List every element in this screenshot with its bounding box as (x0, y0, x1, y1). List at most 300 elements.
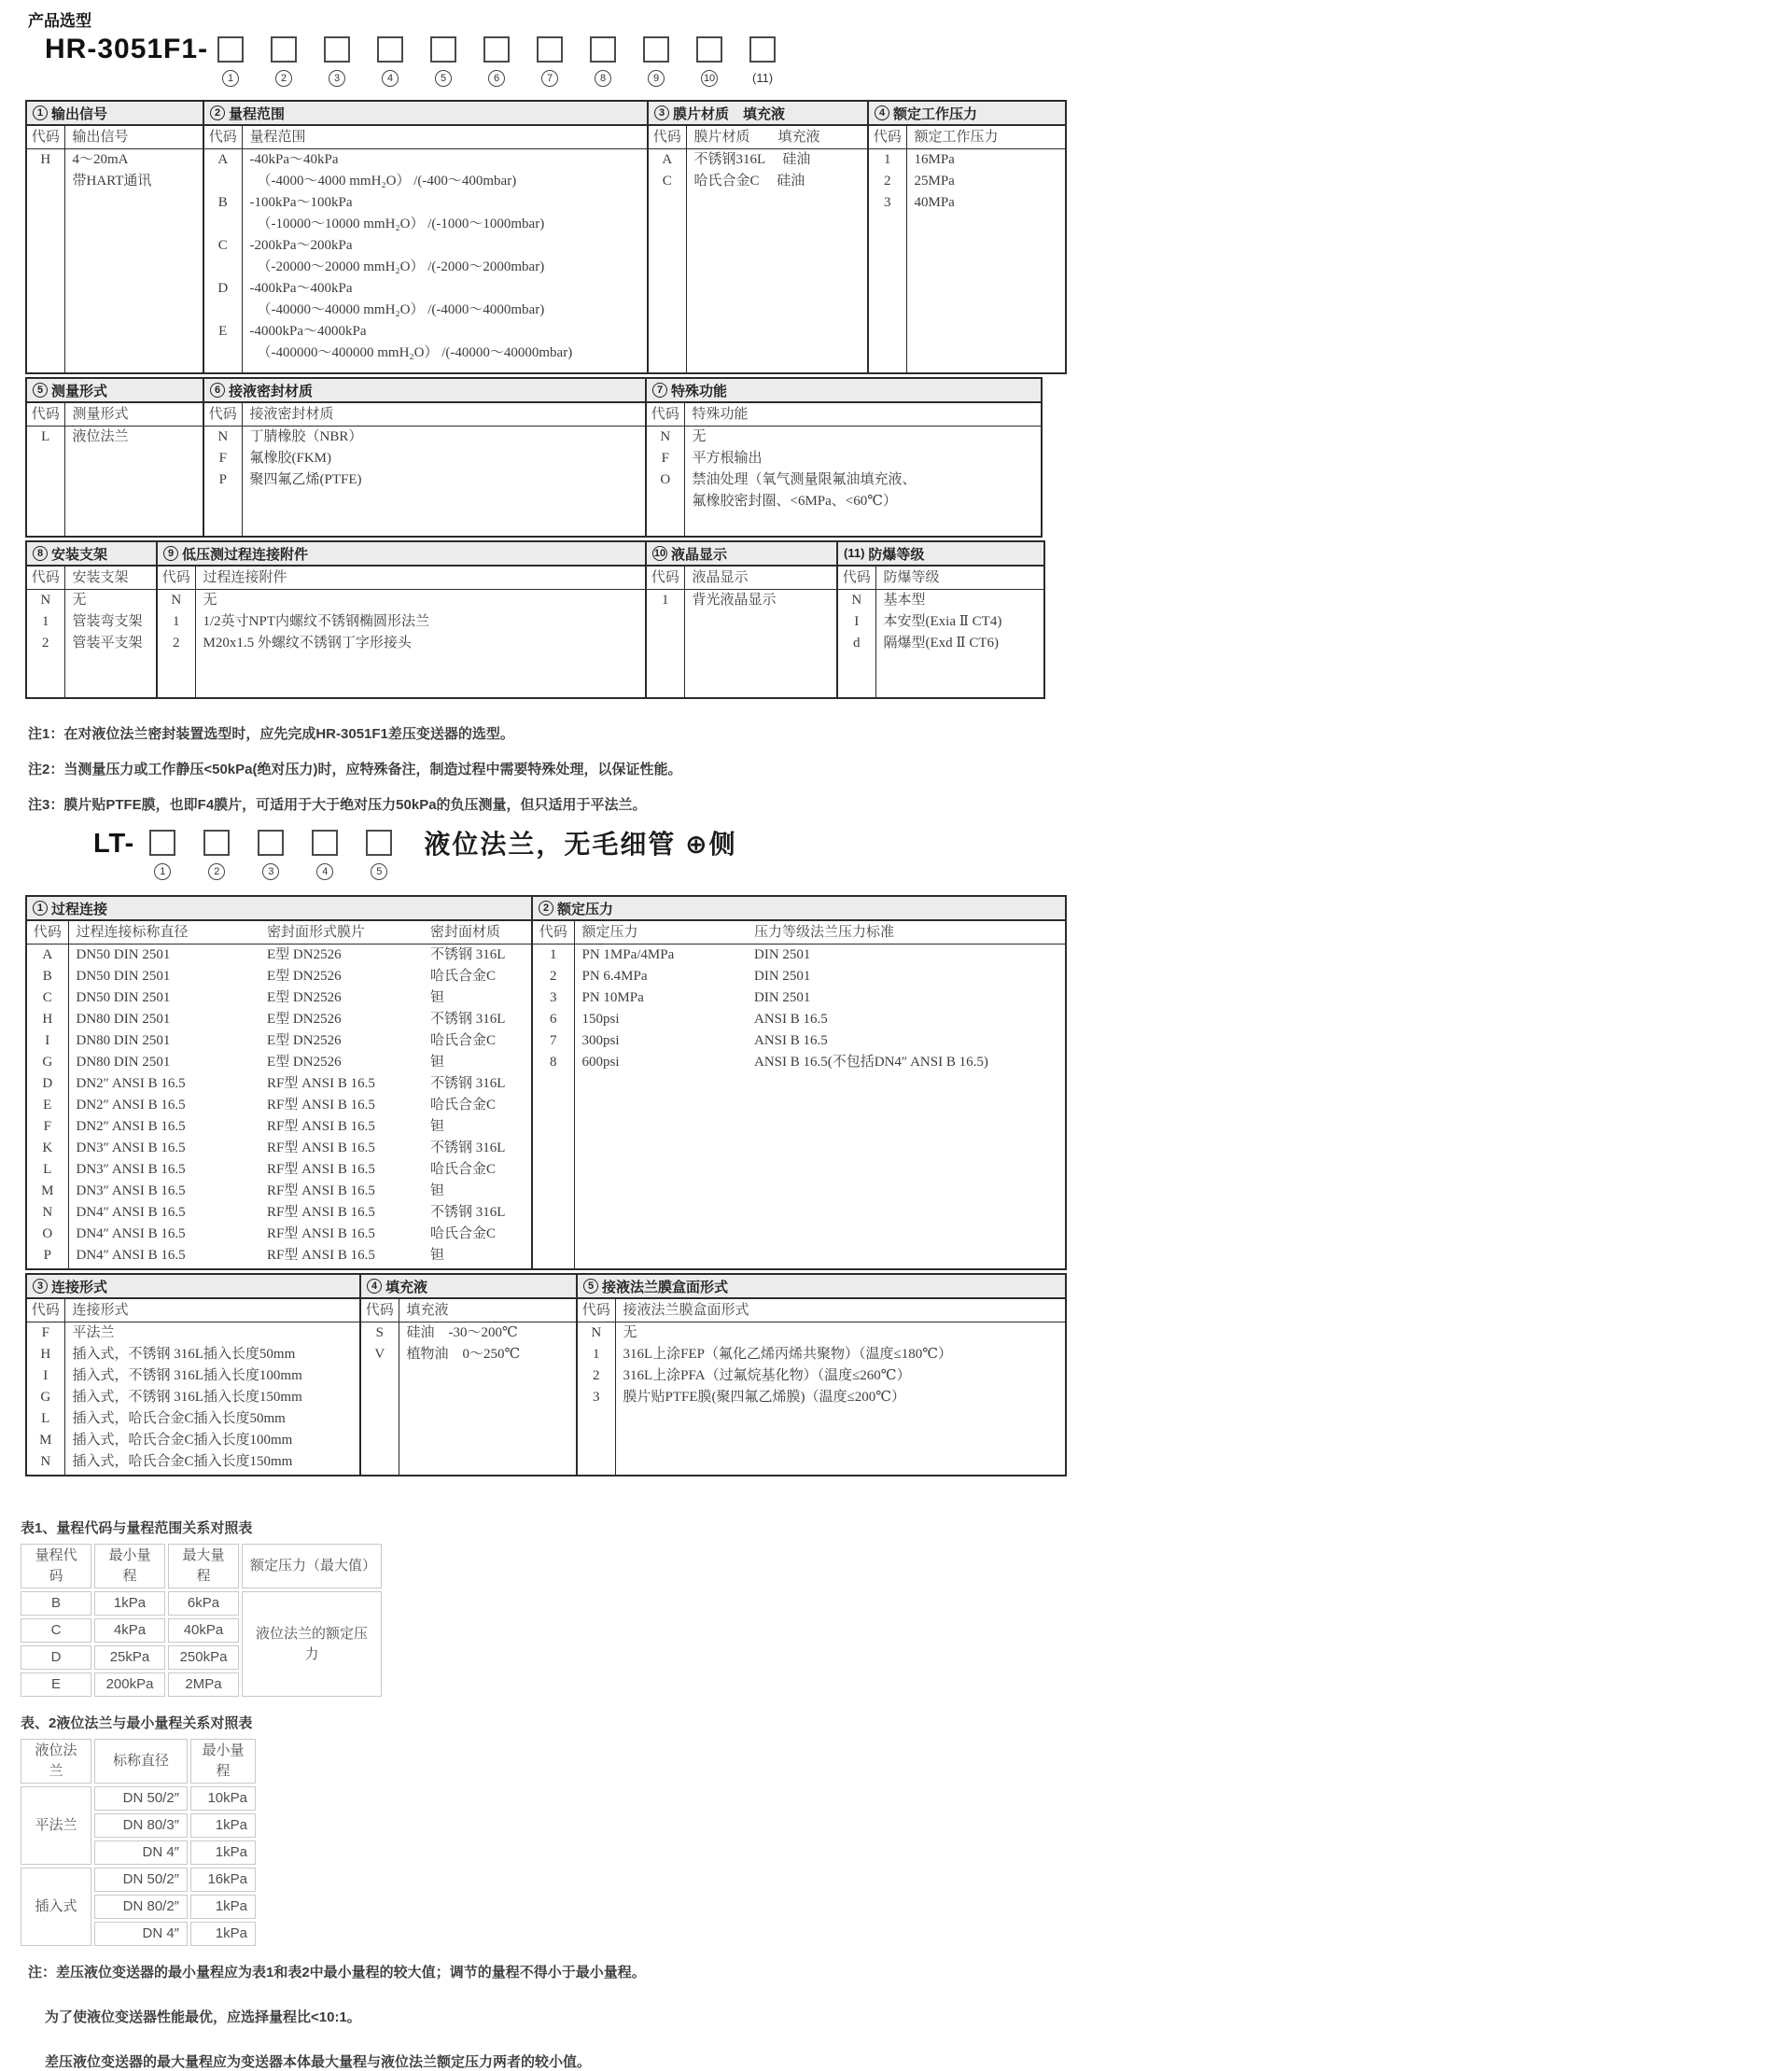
table-row (27, 1344, 359, 1365)
options-table (838, 567, 1043, 697)
cell-range-code: C (21, 1618, 91, 1643)
cell-seal-face: RF型 ANSI B 16.5 (267, 1248, 375, 1263)
col-header: 代码 (649, 126, 686, 149)
model-option-slot (696, 36, 722, 87)
cell-diameter: DN2″ ANSI B 16.5 (76, 1119, 186, 1134)
table-row (158, 633, 645, 654)
cell-min-range: 4kPa (94, 1618, 165, 1643)
parenthesized-number: (11) (844, 546, 865, 560)
cell-pressure: 600psi (581, 1055, 620, 1070)
cell-seal-face: E型 DN2526 (267, 947, 342, 962)
model-option-slot (271, 36, 297, 87)
section-lp-process-connection (156, 542, 645, 697)
table-row (21, 1786, 256, 1811)
cell-material: 钽 (430, 1183, 445, 1198)
cell-standard: ANSI B 16.5 (754, 1033, 828, 1048)
section-rated-working-pressure (867, 102, 1065, 372)
option-box (312, 830, 338, 856)
cell-min-range: 10kPa (190, 1786, 256, 1811)
table-row (361, 1344, 576, 1365)
cell-desc: 平法兰 (72, 1325, 115, 1340)
cell-desc: 4～20mA 带HART通讯 (72, 152, 152, 189)
cell-diameter: DN 4″ (94, 1922, 188, 1946)
model-option-slot (749, 36, 776, 87)
cell-seal-face: RF型 ANSI B 16.5 (267, 1076, 375, 1091)
table-row (533, 1052, 1065, 1073)
section-title: 测量形式 (51, 383, 108, 399)
cell-code: F (647, 448, 684, 469)
note-line: 为了使液位变送器性能最优，应选择量程比<10:1。 (45, 2009, 361, 2025)
options-table (204, 126, 647, 372)
lt-option-slot (258, 830, 284, 880)
table-row (649, 149, 867, 172)
cell-desc: 哈氏合金C 硅油 (693, 174, 805, 189)
table2-title: 表、2液位法兰与最小量程关系对照表 (21, 1715, 253, 1731)
table-header-row (204, 126, 647, 149)
cell-diameter: DN3″ ANSI B 16.5 (76, 1162, 186, 1177)
cell-material: 哈氏合金C (430, 1033, 497, 1048)
section-explosion-proof-grade (836, 542, 1043, 697)
col-header: 最大量程 (168, 1544, 239, 1588)
table-row (533, 1030, 1065, 1052)
section-header (647, 542, 836, 567)
cell-desc: 不锈钢316L 硅油 (693, 152, 811, 167)
col-header: 代码 (647, 403, 684, 427)
cell-desc: 25MPa (914, 174, 955, 189)
section-fill-fluid (359, 1275, 576, 1475)
position-number: (11) (751, 71, 774, 85)
lt-code-line (93, 830, 1792, 880)
table-header-row (27, 403, 203, 427)
cell-diameter: DN50 DIN 2501 (76, 990, 171, 1005)
cell-code: 1 (158, 611, 195, 633)
cell-desc: 本安型(Exia Ⅱ CT4) (883, 614, 1002, 629)
cell-code: 2 (869, 171, 906, 192)
cell-code: 1 (647, 590, 684, 612)
col-header: 代码 (27, 1299, 64, 1322)
col-header: 代码 (158, 567, 195, 590)
option-box (377, 36, 403, 63)
cell-material: 钽 (430, 1055, 445, 1070)
cell-diameter: DN3″ ANSI B 16.5 (76, 1140, 186, 1155)
table-header-row (27, 921, 531, 945)
cell-diameter: DN4″ ANSI B 16.5 (76, 1205, 186, 1220)
table-row (204, 149, 647, 193)
cell-code: 3 (869, 192, 906, 214)
position-number: 6 (488, 70, 505, 87)
table-row (204, 278, 647, 321)
cell-desc: 管装平支架 (72, 636, 143, 651)
cell-pressure: PN 6.4MPa (581, 969, 648, 984)
cell-seal-face: E型 DN2526 (267, 1033, 342, 1048)
section-title: 安装支架 (51, 546, 108, 563)
lt-selection-table-row1 (25, 895, 1067, 1270)
cell-seal-face: E型 DN2526 (267, 1012, 342, 1027)
circled-number: 7 (652, 383, 667, 398)
table-row (27, 1224, 531, 1245)
table-row (27, 1138, 531, 1159)
cell-desc: 液位法兰 (72, 429, 129, 444)
options-table (204, 403, 645, 536)
table-row (533, 966, 1065, 987)
cell-diameter: DN3″ ANSI B 16.5 (76, 1183, 186, 1198)
option-box (483, 36, 510, 63)
position-number: 5 (371, 863, 387, 880)
cell-code: V (361, 1344, 399, 1365)
cell-min-range: 200kPa (94, 1672, 165, 1697)
cell-seal-face: RF型 ANSI B 16.5 (267, 1098, 375, 1112)
table-row (204, 448, 645, 469)
cell-code: N (158, 590, 195, 612)
table-row (27, 1408, 359, 1430)
cell-desc: 40MPa (914, 195, 955, 210)
table-row (838, 611, 1043, 633)
cell-seal-face: E型 DN2526 (267, 990, 342, 1005)
section-rated-pressure (531, 897, 1065, 1268)
table-header-row (361, 1299, 576, 1322)
model-option-slot (217, 36, 244, 87)
section-header (649, 102, 867, 126)
cell-material: 不锈钢 316L (430, 1012, 506, 1027)
cell-min-range: 25kPa (94, 1645, 165, 1670)
col-header: 液位法兰 (21, 1739, 91, 1784)
cell-range-code: D (21, 1645, 91, 1670)
cell-code: C (204, 235, 242, 278)
cell-diameter: DN2″ ANSI B 16.5 (76, 1098, 186, 1112)
cell-diameter: DN 4″ (94, 1840, 188, 1865)
cell-code: H (27, 1009, 68, 1030)
table-row (27, 1073, 531, 1095)
options-table (27, 403, 203, 536)
table-row (647, 427, 1041, 449)
col-header: 代码 (869, 126, 906, 149)
cell-flange-type: 插入式 (21, 1868, 91, 1946)
cell-desc: 316L上涂FEP（氟化乙烯丙烯共聚物）（温度≤180℃） (623, 1347, 953, 1362)
cell-desc: -4000kPa～4000kPa （-400000～400000 mmH₂O） /(-40000～40000mbar) (249, 324, 573, 360)
cell-diameter: DN2″ ANSI B 16.5 (76, 1076, 186, 1091)
cell-code: H (27, 1344, 64, 1365)
table-row (838, 590, 1043, 612)
table-row (27, 945, 531, 967)
table-row (647, 590, 836, 612)
table-row (869, 149, 1065, 172)
table-row (27, 590, 156, 612)
model-option-slot (377, 36, 403, 87)
cell-material: 哈氏合金C (430, 1226, 497, 1241)
cell-desc: M20x1.5 外螺纹不锈钢丁字形接头 (203, 636, 412, 651)
table-row (647, 469, 1041, 512)
model-option-slots (217, 36, 776, 87)
cell-code: 2 (578, 1365, 615, 1387)
model-option-slot (537, 36, 563, 87)
cell-material: 钽 (430, 1119, 445, 1134)
table-row (27, 1430, 359, 1451)
cell-material: 不锈钢 316L (430, 1205, 506, 1220)
flange-min-range-table (18, 1736, 259, 1949)
section-header (204, 379, 645, 403)
section-header (838, 542, 1043, 567)
section-range (203, 102, 647, 372)
cell-diameter: DN4″ ANSI B 16.5 (76, 1226, 186, 1241)
cell-desc: 背光液晶显示 (692, 593, 777, 608)
section-output-signal (27, 102, 203, 372)
cell-min-range: 1kPa (190, 1895, 256, 1919)
table-row (27, 1116, 531, 1138)
cell-pressure: 150psi (581, 1012, 620, 1027)
table-row (204, 427, 645, 449)
cell-range-code: B (21, 1591, 91, 1616)
options-table (27, 1299, 359, 1475)
options-table (649, 126, 867, 372)
circled-number: 8 (33, 546, 48, 561)
col-header: 测量形式 (64, 403, 203, 427)
options-table (578, 1299, 1065, 1475)
table-header-row (869, 126, 1065, 149)
cell-material: 哈氏合金C (430, 1098, 497, 1112)
cell-code: F (204, 448, 242, 469)
options-table (361, 1299, 576, 1475)
position-number: 5 (435, 70, 452, 87)
position-number: 10 (701, 70, 718, 87)
table-header-row (838, 567, 1043, 590)
section-title: 特殊功能 (671, 383, 728, 399)
lt-code-prefix: LT- (93, 829, 135, 859)
cell-code: L (27, 1408, 64, 1430)
model-option-slot (590, 36, 616, 87)
col-header: 防爆等级 (875, 567, 1043, 590)
lt-selection-table-row2 (25, 1273, 1067, 1476)
col-header: 代码 (361, 1299, 399, 1322)
options-table (158, 567, 645, 697)
cell-code: d (838, 633, 875, 654)
cell-standard: DIN 2501 (754, 990, 811, 1005)
circled-number: 9 (163, 546, 178, 561)
cell-desc: 无 (623, 1325, 637, 1340)
col-header: 代码 (204, 126, 242, 149)
cell-diameter: DN 80/2″ (94, 1895, 188, 1919)
col-header: 代码 (27, 126, 64, 149)
cell-desc: 无 (72, 593, 87, 608)
cell-code: K (27, 1138, 68, 1159)
position-number: 9 (648, 70, 665, 87)
section-title: 接液法兰膜盒面形式 (602, 1279, 729, 1295)
position-number: 3 (329, 70, 345, 87)
cell-diameter: DN50 DIN 2501 (76, 947, 171, 962)
table-header-row (204, 403, 645, 427)
table-header-row (21, 1739, 256, 1784)
position-number: 4 (316, 863, 333, 880)
table-header-row (21, 1544, 382, 1588)
section-title: 额定压力 (557, 901, 614, 917)
option-box (643, 36, 669, 63)
cell-desc: -40kPa～40kPa （-4000～4000 mmH₂O） /(-400～400mbar) (249, 152, 517, 189)
table-row (578, 1387, 1065, 1408)
position-number: 7 (541, 70, 558, 87)
table-header-row (647, 567, 836, 590)
option-box (203, 830, 230, 856)
cell-material: 不锈钢 316L (430, 947, 506, 962)
cell-code: E (204, 321, 242, 364)
table-row (27, 1009, 531, 1030)
table-row (533, 1009, 1065, 1030)
cell-seal-face: RF型 ANSI B 16.5 (267, 1119, 375, 1134)
option-box (590, 36, 616, 63)
col-header: 液晶显示 (684, 567, 836, 590)
section-title: 输出信号 (51, 105, 108, 122)
col-header: 代码 (27, 567, 64, 590)
cell-diameter: DN4″ ANSI B 16.5 (76, 1248, 186, 1263)
table-row (27, 1365, 359, 1387)
cell-code: 3 (578, 1387, 615, 1408)
cell-code: M (27, 1181, 68, 1202)
circled-number: 6 (210, 383, 225, 398)
table-header-row (158, 567, 645, 590)
circled-number: 3 (33, 1279, 48, 1294)
position-number: 4 (382, 70, 399, 87)
section-title: 连接形式 (51, 1279, 108, 1295)
section-title: 额定工作压力 (893, 105, 978, 122)
col-header: 接液法兰膜盒面形式 (615, 1299, 1065, 1322)
position-number: 2 (275, 70, 292, 87)
table-row (21, 1591, 382, 1616)
cell-standard: ANSI B 16.5(不包括DN4″ ANSI B 16.5) (754, 1055, 988, 1070)
table-row (869, 171, 1065, 192)
circled-number: 4 (367, 1279, 382, 1294)
cell-desc: 管装弯支架 (72, 614, 143, 629)
circled-number: 5 (33, 383, 48, 398)
cell-code: N (27, 1451, 64, 1473)
table-row (27, 987, 531, 1009)
table-header-row (27, 126, 203, 149)
col-header: 标称直径 (94, 1739, 188, 1784)
cell-max-range: 2MPa (168, 1672, 239, 1697)
cell-material: 不锈钢 316L (430, 1140, 506, 1155)
options-table (27, 126, 203, 372)
cell-code: 2 (533, 966, 574, 987)
cell-code: D (27, 1073, 68, 1095)
cell-desc: -200kPa～200kPa （-20000～20000 mmH₂O） /(-2000～2000mbar) (249, 238, 545, 274)
circled-number: 5 (583, 1279, 598, 1294)
cell-min-range: 1kPa (94, 1591, 165, 1616)
cell-code: 1 (578, 1344, 615, 1365)
table-header-row (27, 567, 156, 590)
table-row (27, 1030, 531, 1052)
table-row (838, 633, 1043, 654)
table-header-row (533, 921, 1065, 945)
cell-pressure: PN 1MPa/4MPa (581, 947, 675, 962)
cell-desc: 插入式，不锈钢 316L插入长度150mm (72, 1390, 302, 1405)
table-row (27, 1202, 531, 1224)
cell-code: H (27, 149, 64, 193)
cell-code: 1 (533, 945, 574, 967)
cell-min-range: 1kPa (190, 1813, 256, 1838)
cell-code: 1 (869, 149, 906, 172)
table-row (204, 235, 647, 278)
cell-diameter: DN 50/2″ (94, 1786, 188, 1811)
hr-selection-table-row3 (25, 540, 1045, 699)
cell-material: 钽 (430, 1248, 445, 1263)
lt-caption: 液位法兰，无毛细管 ⊕侧 (424, 830, 737, 859)
col-header: 特殊功能 (684, 403, 1041, 427)
cell-material: 钽 (430, 990, 445, 1005)
position-number: 2 (208, 863, 225, 880)
lt-option-slot (366, 830, 392, 880)
cell-seal-face: E型 DN2526 (267, 969, 342, 984)
col-header: 量程代码 (21, 1544, 91, 1588)
cell-desc: 基本型 (883, 593, 926, 608)
options-table (647, 567, 836, 697)
cell-desc: 氟橡胶(FKM) (249, 451, 332, 466)
col-header: 代码 (578, 1299, 615, 1322)
cell-code: D (204, 278, 242, 321)
cell-code: C (649, 171, 686, 192)
section-header (27, 897, 531, 921)
cell-code: I (838, 611, 875, 633)
cell-code: N (647, 427, 684, 449)
cell-desc: 隔爆型(Exd Ⅱ CT6) (883, 636, 1000, 651)
table-row (27, 427, 203, 449)
cell-rated-pressure-merged: 液位法兰的额定压力 (242, 1591, 382, 1697)
cell-desc: 插入式，哈氏合金C插入长度100mm (72, 1433, 293, 1448)
section-title: 液晶显示 (671, 546, 728, 563)
options-table (27, 921, 531, 1268)
table-header-row (578, 1299, 1065, 1322)
cell-pressure: PN 10MPa (581, 990, 644, 1005)
cell-max-range: 250kPa (168, 1645, 239, 1670)
cell-seal-face: RF型 ANSI B 16.5 (267, 1183, 375, 1198)
cell-material: 不锈钢 316L (430, 1076, 506, 1091)
col-header: 量程范围 (242, 126, 647, 149)
cell-code: I (27, 1365, 64, 1387)
section-flange-diaphragm-face (576, 1275, 1065, 1475)
cell-code: S (361, 1322, 399, 1345)
table-header-row (27, 1299, 359, 1322)
section-header (361, 1275, 576, 1299)
cell-code: N (27, 590, 64, 612)
circled-number: 2 (210, 105, 225, 120)
lt-option-slot (149, 830, 175, 880)
lt-option-slot (312, 830, 338, 880)
cell-code: B (27, 966, 68, 987)
col-header: 代码 (533, 921, 574, 945)
cell-seal-face: RF型 ANSI B 16.5 (267, 1162, 375, 1177)
position-number: 3 (262, 863, 279, 880)
section-title: 低压测过程连接附件 (182, 546, 309, 563)
option-box (271, 36, 297, 63)
section-header (158, 542, 645, 567)
circled-number: 4 (875, 105, 889, 120)
col-header: 接液密封材质 (242, 403, 645, 427)
cell-min-range: 1kPa (190, 1922, 256, 1946)
section-measure-type (27, 379, 203, 536)
model-code-line (45, 35, 1792, 87)
model-option-slot (643, 36, 669, 87)
options-table (647, 403, 1041, 536)
cell-desc: 聚四氟乙烯(PTFE) (249, 472, 362, 487)
position-number: 1 (154, 863, 171, 880)
circled-number: 1 (33, 105, 48, 120)
cell-code: G (27, 1052, 68, 1073)
cell-code: P (27, 1245, 68, 1266)
cell-desc: 平方根输出 (692, 451, 763, 466)
table-row (649, 171, 867, 192)
cell-code: G (27, 1387, 64, 1408)
cell-diameter: DN50 DIN 2501 (76, 969, 171, 984)
table-row (27, 1052, 531, 1073)
col-header: 填充液 (399, 1299, 576, 1322)
table-row (204, 321, 647, 364)
table-row (27, 1159, 531, 1181)
